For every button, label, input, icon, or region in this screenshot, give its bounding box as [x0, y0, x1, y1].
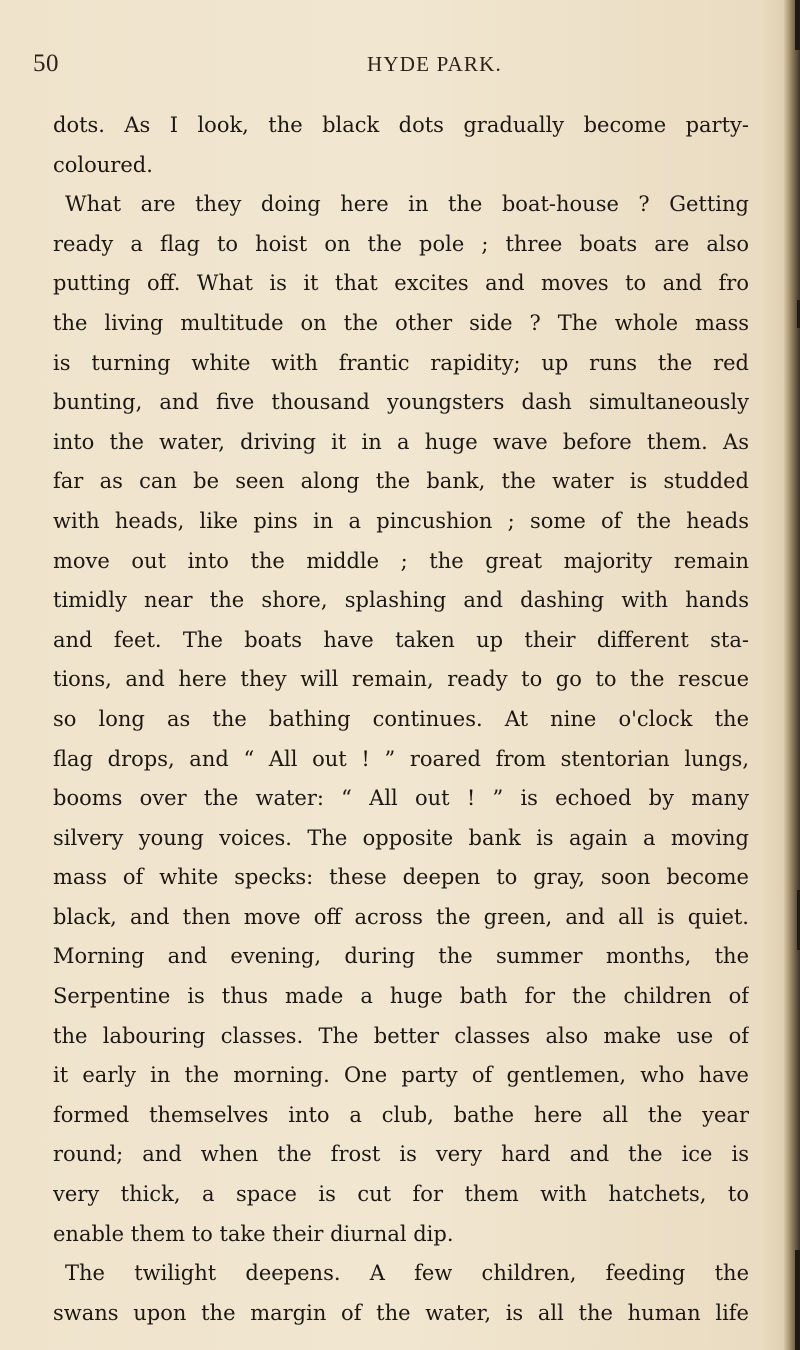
running-title: HYDE PARK. [367, 52, 502, 76]
text-line: enable them to take their diurnal dip. [53, 1221, 454, 1246]
text-line: it early in the morning. One party of gentlemen, who have [53, 1063, 749, 1088]
text-line: Serpentine is thus made a huge bath for the children of [53, 984, 749, 1009]
text-line: silvery young voices. The opposite bank is again a moving [53, 825, 749, 850]
text-line: formed themselves into a club, bathe here all the year [53, 1102, 749, 1127]
text-line: timidly near the shore, splashing and dashing with hands [53, 588, 749, 613]
text-line: ready a flag to hoist on the pole ; three boats are also [53, 231, 749, 256]
text-line: is turning white with frantic rapidity; up runs the red [53, 350, 749, 375]
page-number: 50 [33, 50, 59, 77]
running-header [33, 50, 753, 80]
text-line: coloured. [53, 152, 153, 177]
text-line: so long as the bathing continues. At nine o'clock the [53, 706, 749, 731]
text-line: booms over the water: “ All out ! ” is echoed by many [53, 786, 749, 811]
text-line: tions, and here they will remain, ready to go to the rescue [53, 667, 749, 692]
text-line: dots. As I look, the black dots gradually become party- [53, 113, 749, 137]
text-line: into the water, driving it in a huge wave before them. As [53, 429, 749, 454]
text-line: move out into the middle ; the great majority remain [53, 548, 749, 573]
text-line: putting off. What is it that excites and moves to and fro [53, 271, 749, 296]
text-line: and feet. The boats have taken up their different sta- [53, 627, 749, 652]
text-line: with heads, like pins in a pincushion ; some of the heads [53, 508, 749, 533]
text-line: swans upon the margin of the water, is all the human life [53, 1300, 749, 1325]
text-line: the living multitude on the other side ? The whole mass [53, 310, 749, 335]
text-line: The twilight deepens. A few children, feeding the [65, 1261, 749, 1286]
text-line: far as can be seen along the bank, the water is studded [53, 469, 749, 494]
text-line: flag drops, and “ All out ! ” roared from stentorian lungs, [53, 746, 749, 771]
text-line: black, and then move off across the green, and all is quiet. [53, 904, 749, 929]
text-line: What are they doing here in the boat-house ? Getting [65, 192, 749, 217]
page-edge-mark [795, 0, 800, 50]
text-line: round; and when the frost is very hard and the ice is [53, 1142, 749, 1167]
page-edge-mark [795, 1250, 800, 1350]
page-edge-shadow [784, 0, 800, 1350]
text-line: mass of white specks: these deepen to gray, soon become [53, 865, 749, 890]
text-line: the labouring classes. The better classes also make use of [53, 1023, 749, 1048]
text-line: very thick, a space is cut for them with hatchets, to [53, 1182, 749, 1207]
text-line: Morning and evening, during the summer months, the [53, 944, 749, 969]
body-text [53, 106, 749, 1333]
text-line: bunting, and five thousand youngsters dash simultaneously [53, 390, 749, 415]
